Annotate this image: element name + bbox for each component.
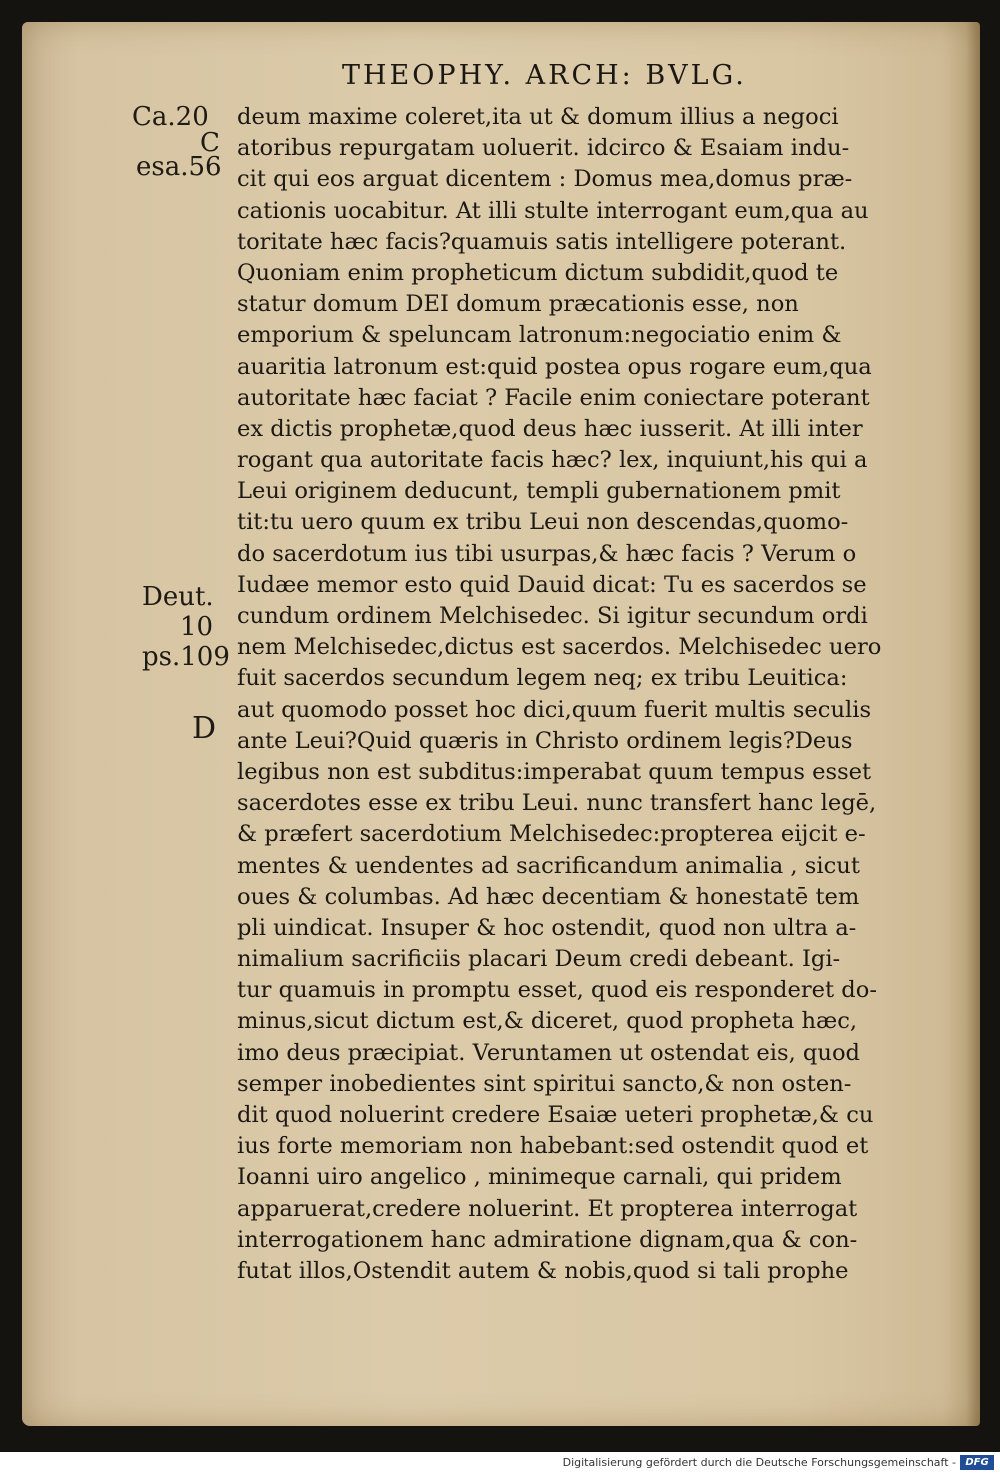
margin-notes — [22, 22, 237, 1426]
text-line: cit qui eos arguat dicentem : Domus mea,domus præ- — [237, 166, 853, 193]
margin-note-section-d: D — [192, 711, 217, 746]
text-line: tur quamuis in promptu esset, quod eis responderet do- — [237, 977, 877, 1004]
text-line: emporium & speluncam latronum:negociatio enim & — [237, 322, 842, 349]
text-line: toritate hæc facis?quamuis satis intelligere poterant. — [237, 228, 847, 255]
margin-note-chapter: Ca.20 — [132, 102, 209, 132]
text-line: deum maxime coleret,ita ut & domum illius a negoci — [237, 104, 839, 130]
text-line: auaritia latronum est:quid postea opus rogare eum,qua — [237, 353, 872, 380]
text-line: nimalium sacrificiis placari Deum credi debeant. Igi- — [237, 946, 841, 973]
text-line: ex dictis prophetæ,quod deus hæc iusserit. At illi inter — [237, 415, 863, 442]
text-line: interrogationem hanc admiratione dignam,qua & con- — [237, 1226, 858, 1253]
margin-note-section-c: C — [200, 128, 220, 158]
text-line: aut quomodo posset hoc dici,quum fuerit multis seculis — [237, 696, 872, 723]
body-text — [237, 102, 949, 1287]
text-line: Quoniam enim propheticum dictum subdidit,quod te — [237, 259, 839, 286]
text-line: ante Leui?Quid quæris in Christo ordinem legis?Deus — [237, 727, 853, 754]
margin-note-esaias: esa.56 — [136, 152, 222, 182]
text-line: semper inobedientes sint spiritui sancto,& non osten- — [237, 1070, 852, 1097]
running-head: THEOPHY. ARCH: BVLG. — [342, 60, 747, 91]
margin-note-psalm: ps.109 — [142, 642, 230, 672]
text-line: oues & columbas. Ad hæc decentiam & honestatē tem — [237, 883, 860, 910]
text-line: nem Melchisedec,dictus est sacerdos. Melchisedec uero — [237, 634, 882, 661]
funding-note: Digitalisierung gefördert durch die Deutsche Forschungsgemeinschaft - — [562, 1456, 956, 1469]
text-line: statur domum DEI domum præcationis esse, non — [237, 291, 799, 318]
text-line: Ioanni uiro angelico , minimeque carnali, qui pridem — [237, 1164, 842, 1191]
text-line: apparuerat,credere noluerint. Et propterea interrogat — [237, 1195, 858, 1222]
dfg-logo: DFG — [960, 1455, 994, 1470]
text-line: tit:tu uero quum ex tribu Leui non descendas,quomo- — [237, 509, 849, 536]
text-line: Iudæe memor esto quid Dauid dicat: Tu es sacerdos se — [237, 571, 867, 598]
text-line: cationis uocabitur. At illi stulte interrogant eum,qua au — [237, 197, 869, 224]
text-line: futat illos,Ostendit autem & nobis,quod si tali prophe — [237, 1257, 849, 1284]
footer-bar — [0, 1452, 1000, 1474]
margin-note-deut: Deut. — [142, 582, 214, 612]
text-line: dit quod noluerint credere Esaiæ ueteri prophetæ,& cu — [237, 1102, 874, 1128]
text-line: autoritate hæc faciat ? Facile enim coniectare poterant — [237, 384, 870, 411]
book-page — [22, 22, 980, 1426]
text-line: Leui originem deducunt, templi gubernationem pmit — [237, 478, 841, 505]
text-line: mentes & uendentes ad sacrificandum animalia , sicut — [237, 852, 860, 879]
page-edge-shadow — [966, 22, 980, 1426]
text-line: imo deus præcipiat. Veruntamen ut ostendat eis, quod — [237, 1039, 861, 1066]
text-line: pli uindicat. Insuper & hoc ostendit, quod non ultra a- — [237, 914, 857, 941]
text-line: & præfert sacerdotium Melchisedec:propterea eijcit e- — [237, 821, 866, 848]
text-line: sacerdotes esse ex tribu Leui. nunc transfert hanc legē, — [237, 790, 877, 817]
text-line: do sacerdotum ius tibi usurpas,& hæc facis ? Verum o — [237, 540, 857, 567]
text-line: fuit sacerdos secundum legem neq; ex tribu Leuitica: — [237, 665, 848, 692]
text-line: cundum ordinem Melchisedec. Si igitur secundum ordi — [237, 603, 868, 629]
text-line: legibus non est subditus:imperabat quum tempus esset — [237, 758, 872, 785]
text-line: rogant qua autoritate facis hæc? lex, inquiunt,his qui a — [237, 447, 868, 474]
margin-note-deut-number: 10 — [180, 612, 214, 642]
text-line: ius forte memoriam non habebant:sed ostendit quod et — [237, 1133, 869, 1160]
text-line: atoribus repurgatam uoluerit. idcirco & Esaiam indu- — [237, 135, 850, 162]
text-line: minus,sicut dictum est,& diceret, quod propheta hæc, — [237, 1008, 858, 1035]
